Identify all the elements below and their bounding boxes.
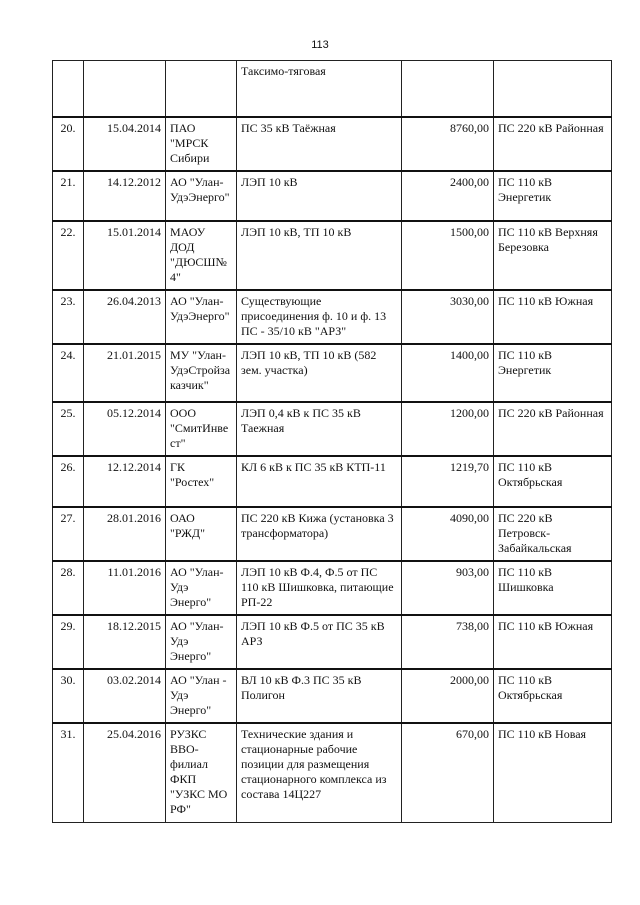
table-row — [53, 344, 612, 402]
cell-power — [402, 61, 494, 117]
cell-object: КЛ 6 кВ к ПС 35 кВ КТП-11 — [237, 456, 402, 507]
cell-power: 1219,70 — [402, 456, 494, 507]
cell-power: 8760,00 — [402, 117, 494, 171]
cell-num: 24. — [53, 344, 84, 402]
cell-date: 15.04.2014 — [84, 117, 166, 171]
cell-object: ЛЭП 10 кВ, ТП 10 кВ — [237, 221, 402, 290]
table-row — [53, 615, 612, 669]
cell-date: 18.12.2015 — [84, 615, 166, 669]
cell-power: 1200,00 — [402, 402, 494, 456]
cell-power: 738,00 — [402, 615, 494, 669]
cell-num: 31. — [53, 723, 84, 823]
cell-date — [84, 61, 166, 117]
cell-substation: ПС 110 кВ Октябрьская — [494, 456, 612, 507]
cell-num: 25. — [53, 402, 84, 456]
cell-power: 4090,00 — [402, 507, 494, 561]
cell-object: ПС 35 кВ Таёжная — [237, 117, 402, 171]
cell-org: МУ "Улан-УдэСтройзаказчик" — [166, 344, 237, 402]
table-row — [53, 290, 612, 344]
cell-org: ПАО "МРСК Сибири — [166, 117, 237, 171]
cell-num: 27. — [53, 507, 84, 561]
cell-date: 28.01.2016 — [84, 507, 166, 561]
cell-org: РУЗКС ВВО-филиал ФКП "УЗКС МО РФ" — [166, 723, 237, 823]
table-row — [53, 723, 612, 823]
cell-substation: ПС 220 кВ Петровск-Забайкальская — [494, 507, 612, 561]
cell-date: 14.12.2012 — [84, 171, 166, 221]
cell-substation: ПС 110 кВ Южная — [494, 615, 612, 669]
cell-object: Таксимо-тяговая — [237, 61, 402, 117]
table-row — [53, 669, 612, 723]
cell-substation: ПС 110 кВ Шишковка — [494, 561, 612, 615]
cell-date: 26.04.2013 — [84, 290, 166, 344]
cell-substation — [494, 61, 612, 117]
cell-power: 2400,00 — [402, 171, 494, 221]
cell-num: 20. — [53, 117, 84, 171]
cell-org: ООО "СмитИнвест" — [166, 402, 237, 456]
cell-org: АО "Улан-УдэЭнерго" — [166, 290, 237, 344]
table-row — [53, 507, 612, 561]
cell-power: 1500,00 — [402, 221, 494, 290]
substation-table — [52, 60, 612, 823]
cell-power: 1400,00 — [402, 344, 494, 402]
cell-org: АО "Улан-Удэ Энерго" — [166, 561, 237, 615]
cell-num: 30. — [53, 669, 84, 723]
cell-date: 21.01.2015 — [84, 344, 166, 402]
cell-org: АО "Улан-Удэ Энерго" — [166, 615, 237, 669]
cell-num — [53, 61, 84, 117]
cell-substation: ПС 110 кВ Южная — [494, 290, 612, 344]
cell-substation: ПС 110 кВ Верхняя Березовка — [494, 221, 612, 290]
page-number: 113 — [311, 39, 329, 51]
cell-date: 11.01.2016 — [84, 561, 166, 615]
cell-date: 03.02.2014 — [84, 669, 166, 723]
table-row — [53, 221, 612, 290]
cell-num: 29. — [53, 615, 84, 669]
table-row — [53, 402, 612, 456]
cell-substation: ПС 220 кВ Районная — [494, 117, 612, 171]
cell-substation: ПС 220 кВ Районная — [494, 402, 612, 456]
cell-object: ЛЭП 10 кВ Ф.5 от ПС 35 кВ АРЗ — [237, 615, 402, 669]
cell-num: 26. — [53, 456, 84, 507]
cell-num: 23. — [53, 290, 84, 344]
cell-org — [166, 61, 237, 117]
cell-org: ОАО "РЖД" — [166, 507, 237, 561]
cell-power: 903,00 — [402, 561, 494, 615]
continuation-row — [53, 61, 612, 117]
cell-object: ЛЭП 10 кВ, ТП 10 кВ (582 зем. участка) — [237, 344, 402, 402]
cell-org: МАОУ ДОД "ДЮСШ№4" — [166, 221, 237, 290]
cell-substation: ПС 110 кВ Октябрьская — [494, 669, 612, 723]
cell-object: Существующие присоединения ф. 10 и ф. 13 ПС - 35/10 кВ "АРЗ" — [237, 290, 402, 344]
cell-org: ГК "Ростех" — [166, 456, 237, 507]
cell-object: ЛЭП 10 кВ Ф.4, Ф.5 от ПС 110 кВ Шишковка, питающие РП-22 — [237, 561, 402, 615]
cell-object: ЛЭП 0,4 кВ к ПС 35 кВ Таежная — [237, 402, 402, 456]
cell-object: ЛЭП 10 кВ — [237, 171, 402, 221]
cell-num: 28. — [53, 561, 84, 615]
cell-num: 21. — [53, 171, 84, 221]
cell-object: ПС 220 кВ Кижа (установка 3 трансформатора) — [237, 507, 402, 561]
table-row — [53, 171, 612, 221]
cell-substation: ПС 110 кВ Новая — [494, 723, 612, 823]
cell-org: АО "Улан-УдэЭнерго" — [166, 171, 237, 221]
cell-object: Технические здания и стационарные рабочие позиции для размещения стационарного комплекса из состава 14Ц227 — [237, 723, 402, 823]
table-row — [53, 456, 612, 507]
cell-substation: ПС 110 кВ Энергетик — [494, 171, 612, 221]
cell-org: АО "Улан - Удэ Энерго" — [166, 669, 237, 723]
cell-power: 670,00 — [402, 723, 494, 823]
cell-substation: ПС 110 кВ Энергетик — [494, 344, 612, 402]
cell-date: 05.12.2014 — [84, 402, 166, 456]
cell-date: 12.12.2014 — [84, 456, 166, 507]
cell-power: 3030,00 — [402, 290, 494, 344]
cell-object: ВЛ 10 кВ Ф.3 ПС 35 кВ Полигон — [237, 669, 402, 723]
cell-num: 22. — [53, 221, 84, 290]
cell-power: 2000,00 — [402, 669, 494, 723]
cell-date: 15.01.2014 — [84, 221, 166, 290]
table-row — [53, 117, 612, 171]
cell-date: 25.04.2016 — [84, 723, 166, 823]
table-row — [53, 561, 612, 615]
